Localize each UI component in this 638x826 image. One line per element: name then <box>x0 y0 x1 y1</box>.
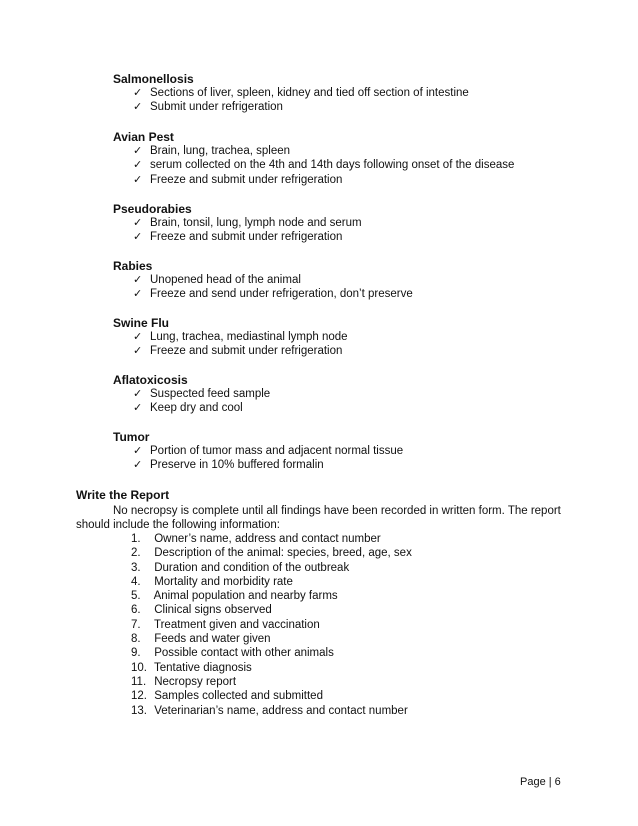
check-list-item <box>113 387 593 401</box>
list-number: 10. <box>131 661 147 674</box>
section-swine-flu <box>113 316 593 359</box>
numbered-list-item <box>131 618 571 632</box>
section-pseudorabies <box>113 202 593 245</box>
check-list-item-text: Freeze and submit under refrigeration <box>150 173 343 186</box>
list-item-text: Owner’s name, address and contact number <box>154 533 381 545</box>
numbered-list-item <box>131 689 571 703</box>
check-list-item-text: Preserve in 10% buffered formalin <box>150 459 324 472</box>
checkmark-icon: ✓ <box>133 459 143 472</box>
check-list-item <box>113 287 593 301</box>
checkmark-icon: ✓ <box>133 445 143 457</box>
section-title: Swine Flu <box>113 316 170 330</box>
check-list-item <box>113 158 593 172</box>
section-title: Pseudorabies <box>113 202 192 216</box>
list-number: 7. <box>131 618 141 631</box>
list-number: 4. <box>131 575 141 588</box>
section-title: Salmonellosis <box>113 72 194 86</box>
check-list-item-text: Portion of tumor mass and adjacent normal tissue <box>150 445 404 457</box>
list-number: 13. <box>131 704 147 717</box>
report-heading: Write the Report <box>76 488 170 502</box>
numbered-list-item <box>131 575 571 589</box>
page-label: Page <box>520 776 546 788</box>
check-list-item <box>113 444 593 458</box>
report-intro-line-2: should include the following information: <box>76 519 280 531</box>
numbered-list-item <box>131 603 571 617</box>
report-numbered-list <box>131 532 571 718</box>
checkmark-icon: ✓ <box>133 173 143 186</box>
page-footer <box>520 776 561 789</box>
check-list-item <box>113 458 593 472</box>
check-list-item-text: Lung, trachea, mediastinal lymph node <box>150 331 348 343</box>
numbered-list-item <box>131 675 571 689</box>
list-number: 12. <box>131 690 147 703</box>
numbered-list-item <box>131 589 571 603</box>
checkmark-icon: ✓ <box>133 345 143 358</box>
check-list-item-text: Freeze and submit under refrigeration <box>150 345 343 358</box>
numbered-list-item <box>131 532 571 546</box>
check-list-item-text: Freeze and submit under refrigeration <box>150 231 343 244</box>
section-avian-pest <box>113 130 593 187</box>
section-aflatoxicosis <box>113 373 593 416</box>
page-number: 6 <box>554 776 561 788</box>
checkmark-icon: ✓ <box>133 402 143 415</box>
numbered-list-item <box>131 546 571 560</box>
checkmark-icon: ✓ <box>133 159 143 172</box>
check-list-item <box>113 401 593 415</box>
check-list-item <box>113 86 593 100</box>
check-list-item-text: Brain, tonsil, lung, lymph node and serum <box>150 217 362 229</box>
check-list-item-text: Sections of liver, spleen, kidney and tied off section of intestine <box>150 87 469 99</box>
report-intro-line-1: No necropsy is complete until all findings have been recorded in written form. The report <box>113 505 561 517</box>
section-rabies <box>113 259 593 302</box>
list-number: 8. <box>131 633 141 646</box>
check-list-item-text: Keep dry and cool <box>150 402 243 415</box>
section-title: Tumor <box>113 430 150 444</box>
checkmark-icon: ✓ <box>133 388 143 400</box>
page-separator: | <box>548 776 552 788</box>
check-list-item-text: Suspected feed sample <box>150 388 271 400</box>
list-item-text: Treatment given and vaccination <box>154 618 320 631</box>
list-item-text: Animal population and nearby farms <box>153 590 338 603</box>
list-item-text: Necropsy report <box>154 675 237 688</box>
checkmark-icon: ✓ <box>133 145 143 157</box>
checkmark-icon: ✓ <box>133 101 143 114</box>
list-item-text: Tentative diagnosis <box>154 661 252 674</box>
section-tumor <box>113 430 593 473</box>
list-item-text: Veterinarian’s name, address and contact number <box>154 704 408 717</box>
list-item-text: Clinical signs observed <box>154 604 272 617</box>
check-list-item <box>113 273 593 287</box>
check-list-item <box>113 144 593 158</box>
checkmark-icon: ✓ <box>133 274 143 286</box>
list-number: 9. <box>131 647 141 660</box>
section-salmonellosis <box>113 72 593 115</box>
list-item-text: Mortality and morbidity rate <box>154 575 293 588</box>
checkmark-icon: ✓ <box>133 331 143 343</box>
check-list-item <box>113 100 593 114</box>
list-number: 3. <box>131 561 141 574</box>
list-item-text: Description of the animal: species, breed, age, sex <box>154 547 412 560</box>
checkmark-icon: ✓ <box>133 231 143 244</box>
list-item-text: Samples collected and submitted <box>154 690 323 703</box>
check-list-item <box>113 344 593 358</box>
section-title: Aflatoxicosis <box>113 373 188 387</box>
list-number: 6. <box>131 604 141 617</box>
numbered-list-item <box>131 632 571 646</box>
checkmark-icon: ✓ <box>133 288 143 301</box>
checkmark-icon: ✓ <box>133 87 143 99</box>
check-list-item <box>113 216 593 230</box>
check-list-item-text: serum collected on the 4th and 14th days following onset of the disease <box>150 159 515 172</box>
list-number: 2. <box>131 547 141 560</box>
list-item-text: Feeds and water given <box>154 633 271 646</box>
check-list-item <box>113 330 593 344</box>
check-list-item-text: Brain, lung, trachea, spleen <box>150 145 291 157</box>
list-item-text: Possible contact with other animals <box>154 647 334 660</box>
checkmark-icon: ✓ <box>133 217 143 229</box>
numbered-list-item <box>131 661 571 675</box>
check-list-item-text: Submit under refrigeration <box>150 101 283 114</box>
numbered-list-item <box>131 646 571 660</box>
check-list-item <box>113 173 593 187</box>
check-list-item <box>113 230 593 244</box>
list-item-text: Duration and condition of the outbreak <box>154 561 350 574</box>
check-list-item-text: Freeze and send under refrigeration, don’t preserve <box>150 288 413 301</box>
list-number: 1. <box>131 533 141 545</box>
check-list-item-text: Unopened head of the animal <box>150 274 301 286</box>
list-number: 5. <box>131 590 141 603</box>
section-title: Rabies <box>113 259 153 273</box>
section-title: Avian Pest <box>113 130 174 144</box>
list-number: 11. <box>131 675 147 688</box>
numbered-list-item <box>131 704 571 718</box>
numbered-list-item <box>131 561 571 575</box>
